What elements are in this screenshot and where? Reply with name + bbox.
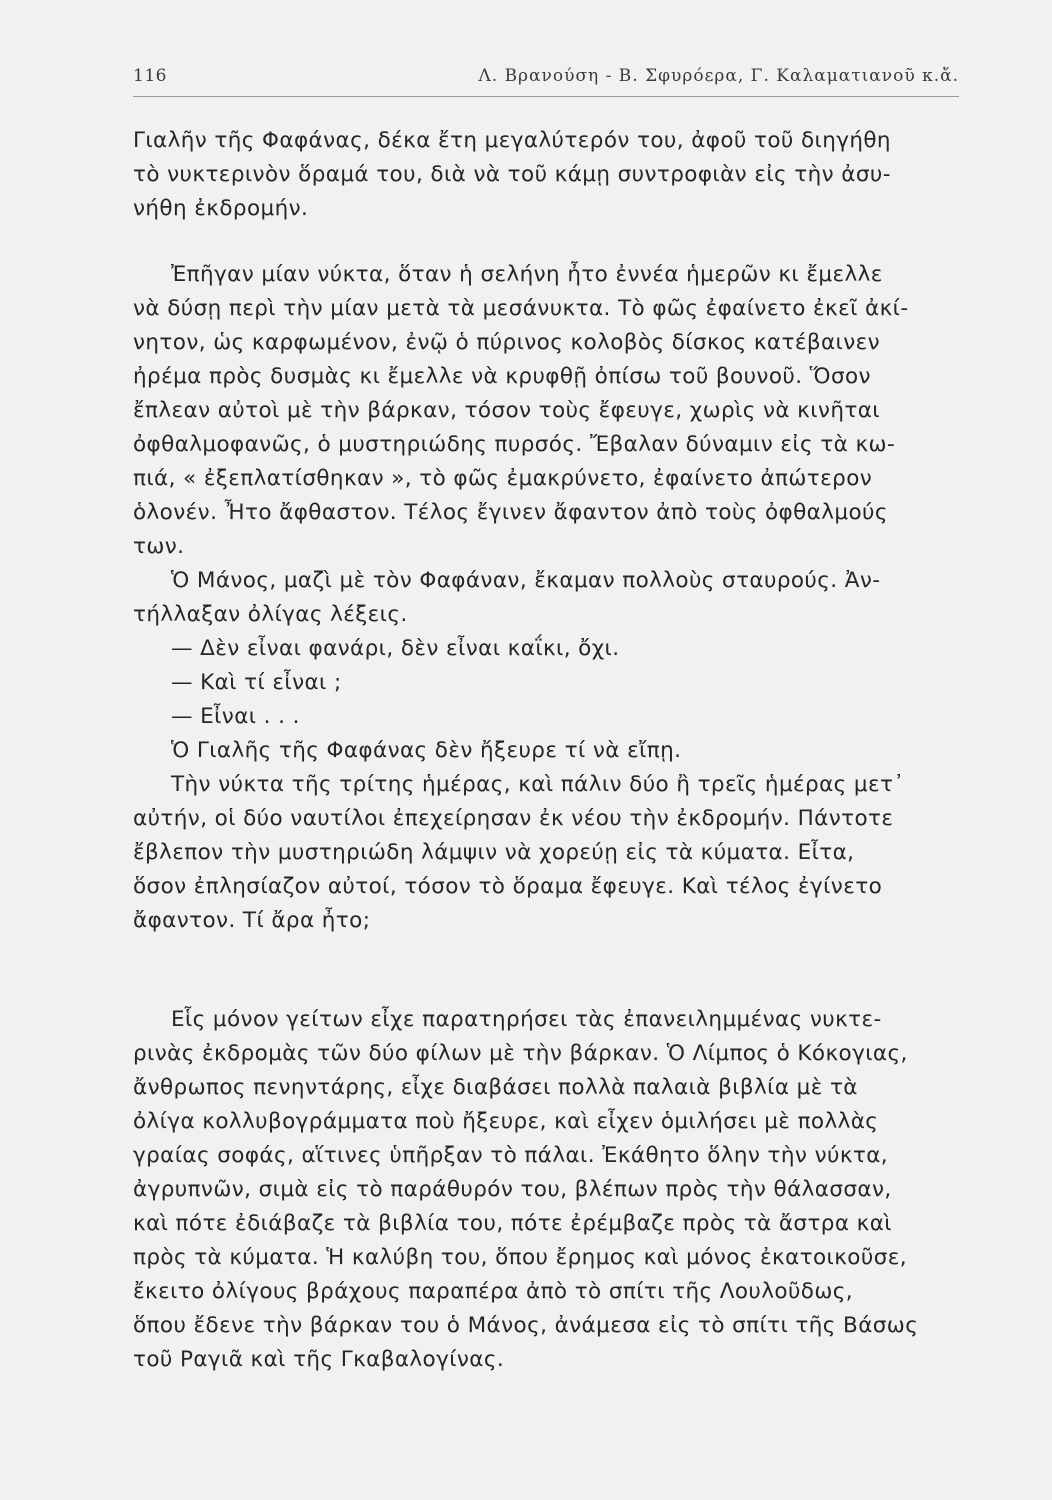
text-line: ἠρέμα πρὸς δυσμὰς κι ἔμελλε νὰ κρυφθῇ ὀπίσω τοῦ βουνοῦ. Ὅσον xyxy=(133,364,871,389)
text-line: τήλλαξαν ὀλίγας λέξεις. xyxy=(133,602,408,627)
paragraph xyxy=(133,258,973,564)
paragraph xyxy=(133,124,973,226)
text-line: αὐτήν, οἱ δύο ναυτίλοι ἐπεχείρησαν ἐκ νέου τὴν ἐκδρομήν. Πάντοτε xyxy=(133,806,894,831)
text-line: Τὴν νύκτα τῆς τρίτης ἡμέρας, καὶ πάλιν δύο ἢ τρεῖς ἡμέρας μετ᾿ xyxy=(171,772,905,797)
text-line: — Εἶναι . . . xyxy=(171,704,300,729)
text-line: ἄφαντον. Τί ἄρα ἦτο; xyxy=(133,908,371,933)
text-line: νήθη ἐκδρομήν. xyxy=(133,196,309,221)
text-line: ἄνθρωπος πενηντάρης, εἶχε διαβάσει πολλὰ παλαιὰ βιβλία μὲ τὰ xyxy=(133,1075,858,1100)
text-line: ὀφθαλμοφανῶς, ὁ μυστηριώδης πυρσός. Ἔβαλαν δύναμιν εἰς τὰ κω- xyxy=(133,432,896,457)
paragraph xyxy=(133,768,973,938)
text-line: Ὁ Μάνος, μαζὶ μὲ τὸν Φαφάναν, ἔκαμαν πολλοὺς σταυρούς. Ἀν- xyxy=(171,568,881,593)
text-line: — Δὲν εἶναι φανάρι, δὲν εἶναι καΐκι, ὄχι. xyxy=(171,636,620,661)
dialogue-line xyxy=(133,700,973,734)
text-line: Ἐπῆγαν μίαν νύκτα, ὅταν ἡ σελήνη ἦτο ἐννέα ἡμερῶν κι ἔμελλε xyxy=(171,262,883,287)
dialogue-line xyxy=(133,632,973,666)
text-line: — Καὶ τί εἶναι ; xyxy=(171,670,342,695)
text-line: ὅσον ἐπλησίαζον αὐτοί, τόσον τὸ ὅραμα ἔφευγε. Καὶ τέλος ἐγίνετο xyxy=(133,874,883,899)
paragraph xyxy=(133,564,973,632)
text-line: νητον, ὡς καρφωμένον, ἐνῷ ὁ πύρινος κολοβὸς δίσκος κατέβαινεν xyxy=(133,330,881,355)
text-line: ἔπλεαν αὐτοὶ μὲ τὴν βάρκαν, τόσον τοὺς ἔφευγε, χωρὶς νὰ κινῆται xyxy=(133,398,880,423)
text-line: τοῦ Ραγιᾶ καὶ τῆς Γκαβαλογίνας. xyxy=(133,1347,505,1372)
text-line: ὁλονέν. Ἦτο ἄφθαστον. Τέλος ἔγινεν ἄφαντον ἀπὸ τοὺς ὀφθαλμούς xyxy=(133,500,888,525)
text-line: των. xyxy=(133,534,185,559)
text-line: πρὸς τὰ κύματα. Ἡ καλύβη του, ὅπου ἔρημος καὶ μόνος ἐκατοικοῦσε, xyxy=(133,1245,907,1270)
page-number: 116 xyxy=(133,66,167,86)
dialogue-line xyxy=(133,666,973,700)
text-line: Γιαλῆν τῆς Φαφάνας, δέκα ἔτη μεγαλύτερόν του, ἀφοῦ τοῦ διηγήθη xyxy=(133,128,891,153)
text-line: τὸ νυκτερινὸν ὅραμά του, διὰ νὰ τοῦ κάμῃ συντροφιὰν εἰς τὴν ἀσυ- xyxy=(133,162,891,187)
text-line: νὰ δύσῃ περὶ τὴν μίαν μετὰ τὰ μεσάνυκτα. Τὸ φῶς ἐφαίνετο ἐκεῖ ἀκί- xyxy=(133,296,909,321)
text-line: γραίας σοφάς, αἵτινες ὑπῆρξαν τὸ πάλαι. Ἐκάθητο ὅλην τὴν νύκτα, xyxy=(133,1143,889,1168)
header-authors: Λ. Βρανούση - Β. Σφυρόερα, Γ. Καλαματιανοῦ κ.ἄ. xyxy=(478,66,959,86)
body-text xyxy=(133,124,973,1377)
text-line: ρινὰς ἐκδρομὰς τῶν δύο φίλων μὲ τὴν βάρκαν. Ὁ Λίμπος ὁ Κόκογιας, xyxy=(133,1041,908,1066)
text-line: Ὁ Γιαλῆς τῆς Φαφάνας δὲν ἤξευρε τί νὰ εἴπῃ. xyxy=(171,738,682,763)
text-line: ἔβλεπον τὴν μυστηριώδη λάμψιν νὰ χορεύῃ εἰς τὰ κύματα. Εἶτα, xyxy=(133,840,855,865)
text-line: πιά, « ἐξεπλατίσθηκαν », τὸ φῶς ἐμακρύνετο, ἐφαίνετο ἀπώτερον xyxy=(133,466,873,491)
text-line: ὀλίγα κολλυβογράμματα ποὺ ἤξευρε, καὶ εἶχεν ὁμιλήσει μὲ πολλὰς xyxy=(133,1109,879,1134)
header-rule xyxy=(133,96,959,97)
text-line: καὶ πότε ἐδιάβαζε τὰ βιβλία του, πότε ἐρέμβαζε πρὸς τὰ ἄστρα καὶ xyxy=(133,1211,892,1236)
running-head xyxy=(133,66,959,94)
text-line: ἔκειτο ὀλίγους βράχους παραπέρα ἀπὸ τὸ σπίτι τῆς Λουλοῦδως, xyxy=(133,1279,853,1304)
text-line: Εἷς μόνον γείτων εἶχε παρατηρήσει τὰς ἐπανειλημμένας νυκτε- xyxy=(171,1007,882,1032)
text-line: ἀγρυπνῶν, σιμὰ εἰς τὸ παράθυρόν του, βλέπων πρὸς τὴν θάλασσαν, xyxy=(133,1177,892,1202)
text-line: ὅπου ἔδενε τὴν βάρκαν του ὁ Μάνος, ἀνάμεσα εἰς τὸ σπίτι τῆς Βάσως xyxy=(133,1313,919,1338)
paragraph xyxy=(133,1003,973,1377)
paragraph xyxy=(133,734,973,768)
